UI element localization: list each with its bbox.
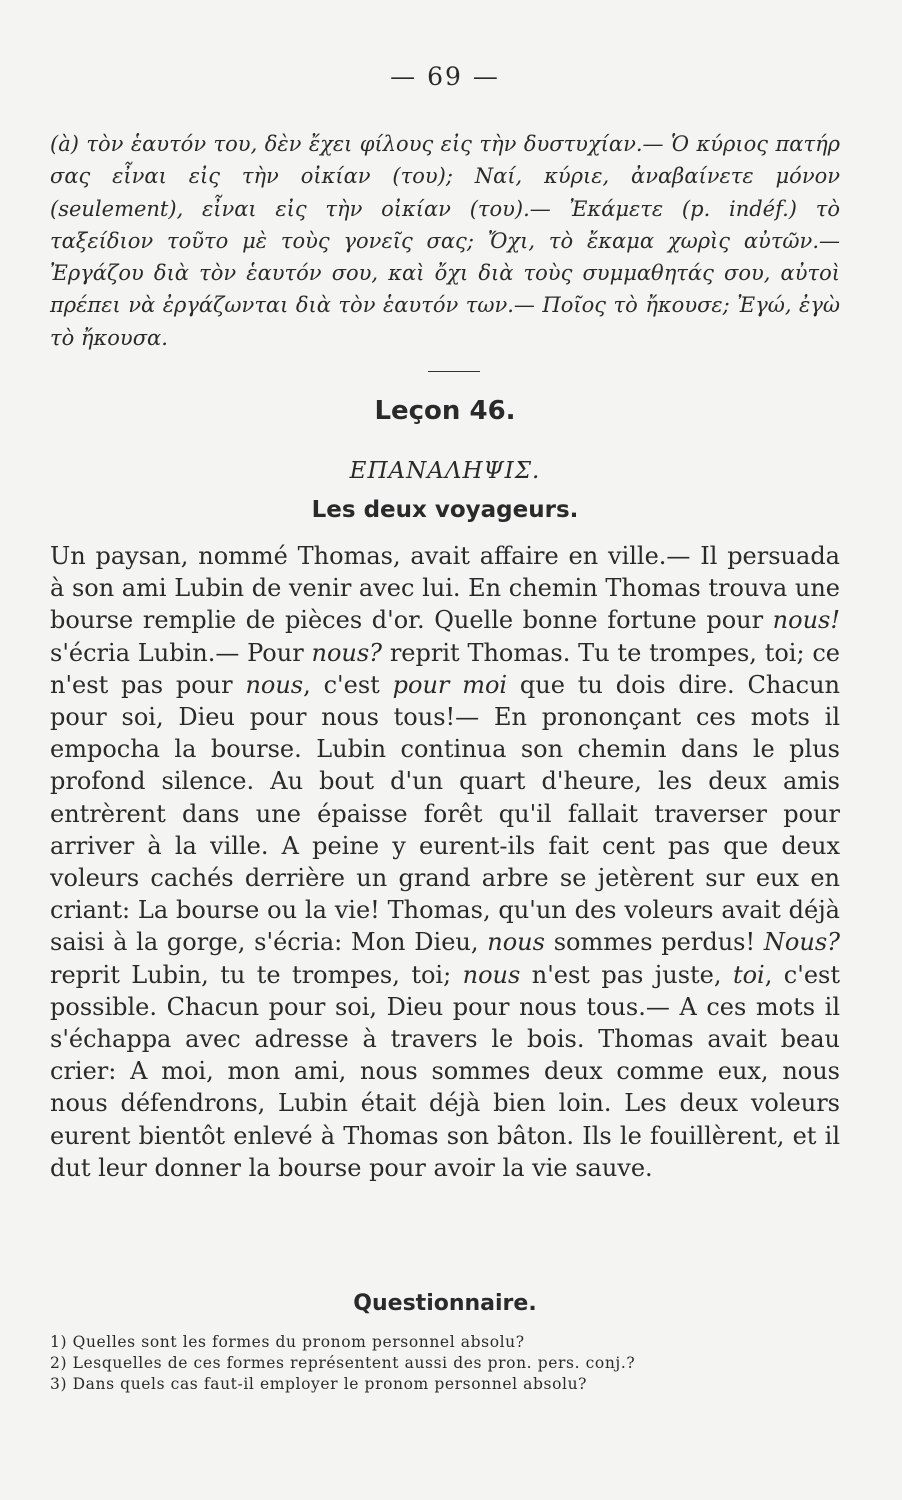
- question-item: 1) Quelles sont les formes du pronom personnel absolu?: [50, 1333, 525, 1351]
- story-run: sommes perdus!: [544, 928, 764, 957]
- story-run: que tu dois dire. Chacun pour soi, Dieu pour nous tous!— En prononçant ces mots il empocha la bourse. Lubin continua son chemin dans le plus profond silence. Au bout d'un quart d'heure, les deux amis entrèrent dans une épaisse forêt qu'il fallait traverser pour arriver à la ville. A peine y eurent-ils fait cent pas que deux voleurs cachés derrière un grand arbre se jetèrent sur eux en criant: La bourse ou la vie! Thomas, qu'un des voleurs avait déjà saisi à la gorge, s'écria: Mon Dieu,: [50, 670, 840, 957]
- story-run: , c'est: [303, 670, 393, 699]
- page-number: — 69 —: [390, 62, 500, 91]
- story-text: [50, 540, 840, 1184]
- story-run: , c'est possible. Chacun pour soi, Dieu pour nous tous.— A ces mots il s'échappa avec adresse à travers le bois. Thomas avait beau crier: A moi, mon ami, nous sommes deux comme eux, nous nous défendrons, Lubin était déjà bien loin. Les deux voleurs eurent bientôt enlevé à Thomas son bâton. Ils le fouillèrent, et il dut leur donner la bourse pour avoir la vie sauve.: [50, 960, 841, 1182]
- story-emphasis: pour moi: [392, 670, 508, 699]
- question-item: 2) Lesquelles de ces formes représentent aussi des pron. pers. conj.?: [50, 1354, 636, 1372]
- lesson-title: Leçon 46.: [374, 396, 516, 426]
- story-run: Un paysan, nommé Thomas, avait affaire en ville.— Il persuada à son ami Lubin de venir avec lui. En chemin Thomas trouva une bourse remplie de pièces d'or. Quelle bonne fortune pour: [50, 542, 840, 635]
- greek-heading: ΕΠΑΝΑΛΗΨΙΣ.: [349, 458, 541, 484]
- story-run: s'écria Lubin.— Pour: [50, 638, 312, 667]
- story-emphasis: nous?: [311, 638, 383, 667]
- story-run: reprit Lubin, tu te trompes, toi;: [50, 960, 463, 989]
- story-run: n'est pas juste,: [520, 960, 733, 989]
- story-emphasis: nous!: [772, 606, 840, 635]
- story-paragraph: [50, 540, 840, 1184]
- questionnaire-title: Questionnaire.: [353, 1291, 537, 1316]
- question-item: 3) Dans quels cas faut-il employer le pronom personnel absolu?: [50, 1375, 588, 1393]
- story-emphasis: nous: [462, 960, 521, 989]
- greek-exercise: [50, 128, 840, 354]
- story-emphasis: nous: [487, 928, 545, 957]
- story-run: reprit Thomas. Tu te trompes, toi; ce n'est pas pour: [50, 638, 840, 699]
- book-page: [50, 0, 840, 1500]
- story-emphasis: toi: [732, 960, 765, 989]
- story-title: Les deux voyageurs.: [311, 497, 579, 523]
- story-emphasis: nous: [245, 670, 304, 699]
- section-divider: [428, 371, 480, 372]
- story-emphasis: Nous?: [763, 928, 840, 957]
- questionnaire-list: [50, 1332, 840, 1395]
- greek-exercise-text: (à) τὸν ἑαυτόν του, δὲν ἔχει φίλους εἰς τὴν δυστυχίαν.— Ὁ κύριος πατήρ σας εἶναι εἰς τὴν οἰκίαν (του); Ναί, κύριε, ἀναβαίνετε μόνον (seulement), εἶναι εἰς τὴν οἰκίαν (του).— Ἐκάμετε (p. indéf.) τὸ ταξείδιον τοῦτο μὲ τοὺς γονεῖς σας; Ὄχι, τὸ ἔκαμα χωρὶς αὐτῶν.— Ἐργάζου διὰ τὸν ἑαυτόν σου, καὶ ὄχι διὰ τοὺς συμμαθητάς σου, αὐτοὶ πρέπει νὰ ἐργάζωνται διὰ τὸν ἑαυτόν των.— Ποῖος τὸ ἤκουσε; Ἐγώ, ἐγὼ τὸ ἤκουσα.: [50, 132, 840, 350]
